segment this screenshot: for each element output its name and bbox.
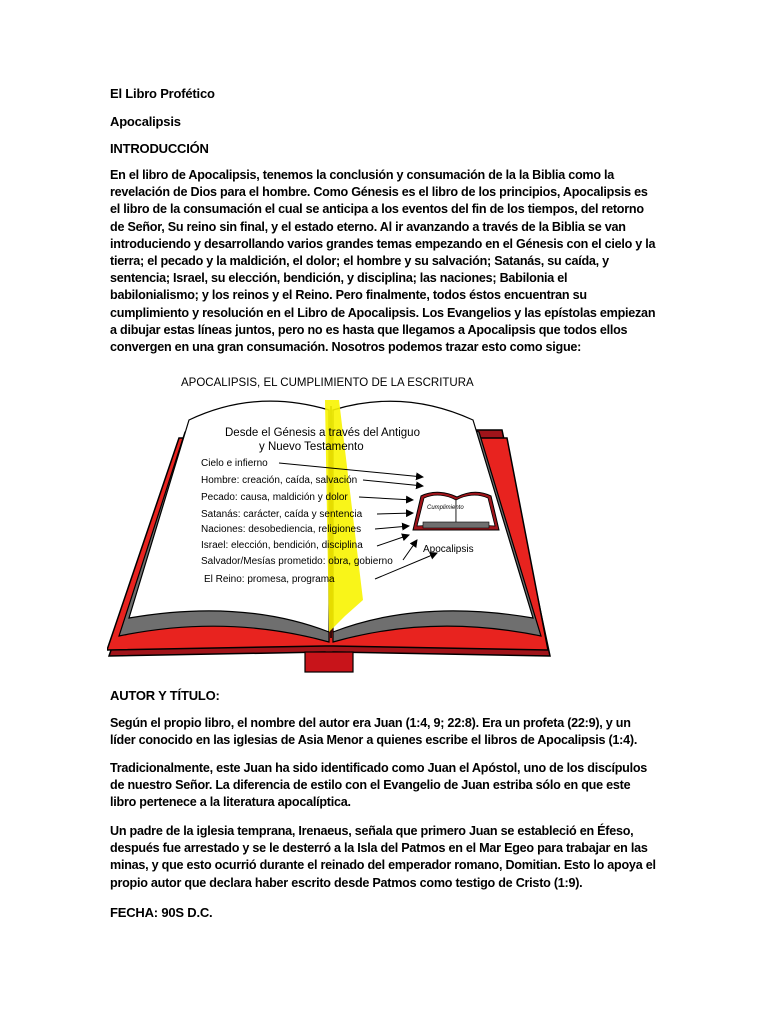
bible-diagram xyxy=(107,370,552,680)
author-paragraph-2: Tradicionalmente, este Juan ha sido identificado como Juan el Apóstol, uno de los discípulos de nuestro Señor. La diferencia de estilo con el Evangelio de Juan estriba sólo en que este libro pertenece a la literatura apocalíptica. xyxy=(110,761,648,810)
diagram-header-line-2: y Nuevo Testamento xyxy=(259,441,364,453)
theme-item: Satanás: carácter, caída y sentencia xyxy=(201,509,363,520)
diagram-title: APOCALIPSIS, EL CUMPLIMIENTO DE LA ESCRITURA xyxy=(181,377,474,389)
theme-item: Naciones: desobediencia, religiones xyxy=(201,524,362,535)
theme-item: El Reino: promesa, programa xyxy=(204,574,335,585)
theme-item: Salvador/Mesías prometido: obra, gobierno xyxy=(201,556,393,567)
author-paragraph-1: Según el propio libro, el nombre del autor era Juan (1:4, 9; 22:8). Era un profeta (22:9), y un líder conocido en las iglesias de Asia Menor a quienes escribe el libros de Apocalipsis (1:4). xyxy=(110,716,638,748)
target-label: Apocalipsis xyxy=(423,544,474,555)
section-heading-intro: INTRODUCCIÓN xyxy=(110,141,209,156)
document-subtitle: Apocalipsis xyxy=(110,114,181,129)
theme-item: Cielo e infierno xyxy=(201,458,268,469)
document-title: El Libro Profético xyxy=(110,86,215,101)
theme-item: Israel: elección, bendición, disciplina xyxy=(201,540,363,551)
author-paragraph-3: Un padre de la iglesia temprana, Irenaeus, señala que primero Juan se estableció en Éfeso, después fue arrestado y se le desterró a la Isla del Patmos en el Mar Egeo para trabajar en las minas, y que esto ocurrió durante el reinado del emperador romano, Domitian. Esto lo apoya el propio autor que declara haber escrito desde Patmos como testigo de Cristo (1:9). xyxy=(110,824,656,890)
section-heading-author: AUTOR Y TÍTULO: xyxy=(110,688,220,703)
small-book-label: Cumplimiento xyxy=(427,505,464,511)
section-heading-date: FECHA: 90S D.C. xyxy=(110,905,213,920)
small-book-icon xyxy=(413,492,499,530)
intro-paragraph: En el libro de Apocalipsis, tenemos la conclusión y consumación de la la Biblia como la revelación de Dios para el hombre. Como Génesis es el libro de los principios, Apocalipsis es el libro de la consumación el cual se anticipa a los eventos del fin de los tiempos, del retorno de Señor, Su reino sin final, y el estado eterno. Al ir avanzando a través de la Biblia se van introduciendo y desarrollando varios grandes temas empezando en el Génesis con el cielo y la tierra; el pecado y la maldición, el dolor; el hombre y su salvación; Satanás, su caída, y sentencia; Israel, su elección, bendición, y disciplina; las naciones; Babilonia el babilonialismo; y los reinos y el Reino. Pero finalmente, todos éstos encuentran su cumplimiento y resolución en el Libro de Apocalipsis. Los Evangelios y las epístolas empiezan a dibujar estas líneas juntos, pero no es hasta que llegamos a Apocalipsis que todos ellos convergen en una gran consumación. Nosotros podemos trazar esto como sigue: xyxy=(110,168,656,355)
theme-item: Hombre: creación, caída, salvación xyxy=(201,475,358,486)
theme-item: Pecado: causa, maldición y dolor xyxy=(201,492,348,503)
diagram-header-line-1: Desde el Génesis a través del Antiguo xyxy=(225,427,420,439)
